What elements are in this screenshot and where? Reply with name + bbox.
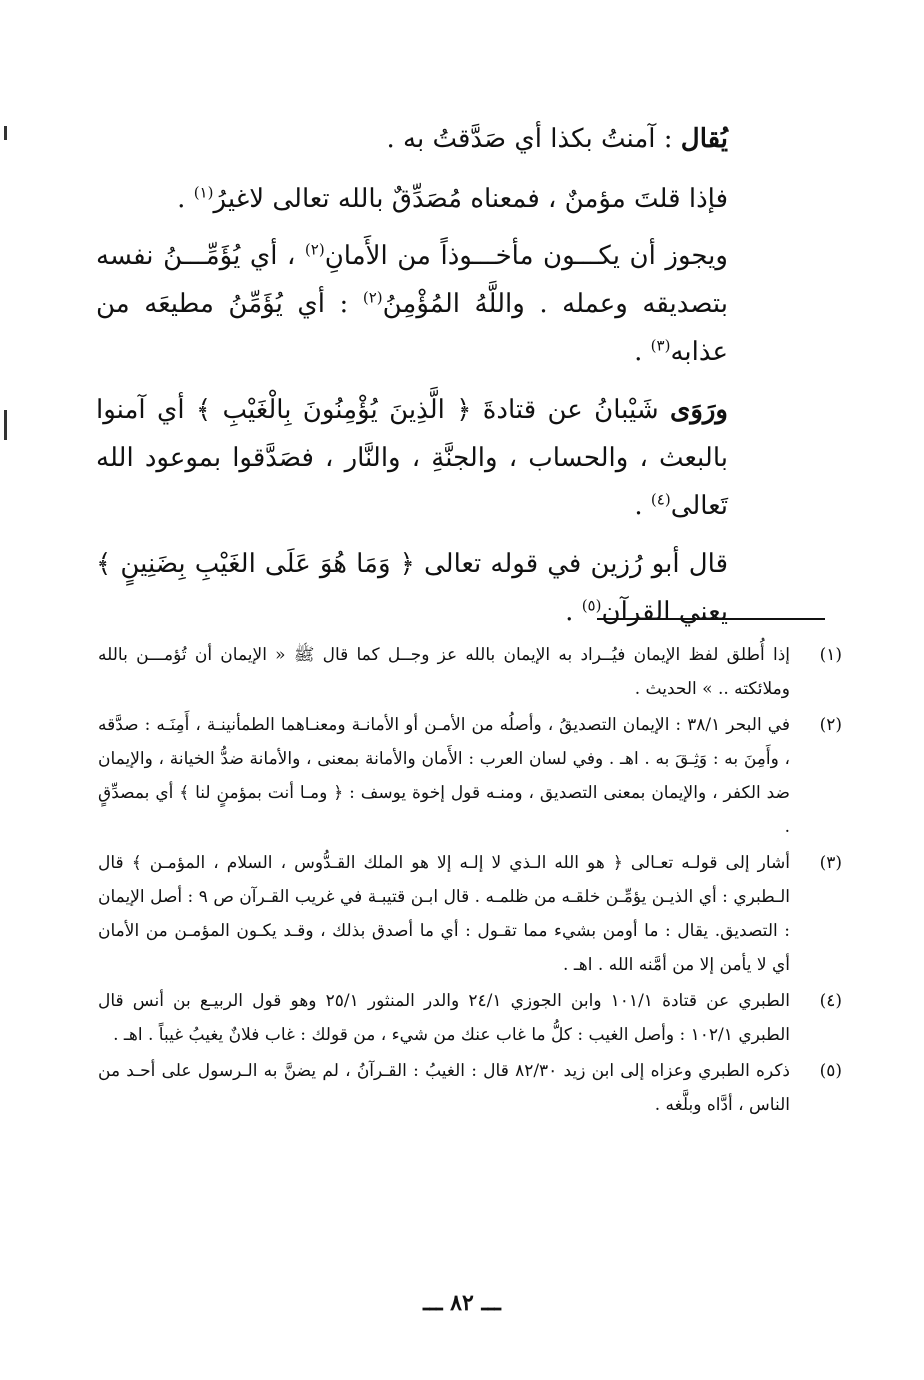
footnote-ref-1[interactable]: (١) xyxy=(193,183,214,202)
footnote-text: الطبري عن قتادة ١٠١/١ وابن الجوزي ٢٤/١ والدر المنثور ٢٥/١ وهو قول الربيـع بن أنس قال الطبري ١٠٢/١ : وأصل الغيب : كلُّ ما غاب عنك من شيء ، من قولك : غاب فلانٌ يغيبُ غيباً . اهـ . xyxy=(98,991,790,1045)
footnote-number: (٣) xyxy=(819,853,842,873)
footnote-text: إذا أُطلق لفظ الإيمان فيُــراد به الإيمان بالله عز وجــل كما قال ﷺ « الإيمان أن تُؤمـــن بالله وملائكته .. » الحديث . xyxy=(98,645,790,699)
paragraph-2-text: فإذا قلتَ مؤمنٌ ، فمعناه مُصَدِّقٌ بالله تعالى لاغيرُ xyxy=(213,184,728,214)
footnote-ref-4[interactable]: (٤) xyxy=(650,490,671,509)
paragraph-2 xyxy=(96,172,728,226)
paragraph-1-text: : آمنتُ بكذا أي صَدَّقتُ به . xyxy=(386,124,681,154)
footnote-ref-5[interactable]: (٥) xyxy=(581,596,602,615)
paragraph-4-text: شَيْبانُ عن قتادةَ ﴿ الَّذِينَ يُؤْمِنُونَ بِالْغَيْبِ ﴾ أي آمنوا بالبعث ، والحساب ، والجنَّةِ ، والنَّار ، فصَدَّقوا بموعود الله تَعالى xyxy=(96,395,728,521)
paragraph-4-lead: ورَوَى xyxy=(669,395,728,425)
main-body-text xyxy=(96,112,728,636)
paragraph-3 xyxy=(96,232,728,376)
paragraph-5-text: قال أبو رُزين في قوله تعالى ﴿ وَمَا هُوَ عَلَى الغَيْبِ بِضَنِينٍ ﴾ يعني القرآن xyxy=(96,549,728,627)
paragraph-2-tail: . xyxy=(177,184,194,214)
paragraph-3-tail: ، أي يُؤَمِّـــنُ نفسه بتصديقه وعمله . واللَّهُ المُؤْمِنُ xyxy=(96,241,728,319)
paragraph-3-tail2: : أي يُؤَمِّنُ مطيعَه من عذابه xyxy=(96,289,728,367)
left-margin-mark-top xyxy=(4,126,7,140)
footnote-ref-2b[interactable]: (٢) xyxy=(362,288,383,307)
footnote-text: في البحر ٣٨/١ : الإيمان التصديقُ ، وأصلُه من الأمـن أو الأمانـة ومعنـاهما الطمأنينـة ، أَمِنَـه : صدَّقه ، وأَمِنَ به : وَثِـقَ به . اهـ . وفي لسان العرب : الأَمان والأمانة بمعنى ، والأمانة ضدُّ الخيانة ، والإيمان ضد الكفر ، والإيمان بمعنى التصديق ، ومنـه قول إخوة يوسف : ﴿ ومـا أنت بمؤمنٍ لنا ﴾ أي بمصدِّقٍ . xyxy=(98,715,790,837)
footnote-text: أشار إلى قولـه تعـالى ﴿ هو الله الـذي لا إلـه إلا هو الملك القـدُّوس ، السلام ، المؤمـن ﴾ قال الـطبري : أي الذيـن يؤمِّـن خلقـه من ظلمـه . قال ابـن قتيبـة في غريب القـرآن ص ٩ : أصل الإيمان : التصديق. يقال : ما أومن بشيء مما تقـول : أي ما أصدق بذلك ، وقـد يكـون المؤمـن من الأمان أي لا يأمن إلا من أمَّنه الله . اهـ . xyxy=(98,853,790,975)
footnote-3 xyxy=(98,846,842,982)
paragraph-4-tail: . xyxy=(634,491,651,521)
paragraph-5 xyxy=(96,540,728,636)
footnote-ref-2[interactable]: (٢) xyxy=(304,240,325,259)
footnote-divider xyxy=(597,618,825,620)
footnote-4 xyxy=(98,984,842,1052)
paragraph-1-lead: يُقال xyxy=(680,124,728,154)
footnote-5 xyxy=(98,1054,842,1122)
paragraph-5-tail: . xyxy=(565,597,582,627)
left-margin-mark-bottom xyxy=(4,410,7,440)
footnote-number: (٤) xyxy=(819,991,842,1011)
footnote-1 xyxy=(98,638,842,706)
footnote-text: ذكره الطبري وعزاه إلى ابن زيد ٨٢/٣٠ قال : الغيبُ : القـرآنُ ، لم يضنَّ به الـرسول على أحـد من الناس ، أدَّاه وبلَّغه . xyxy=(98,1061,790,1115)
page-number: ـــ ٨٢ ـــ xyxy=(423,1290,501,1316)
paragraph-3-tail3: . xyxy=(634,337,651,367)
paragraph-1 xyxy=(96,112,728,166)
footnote-number: (٢) xyxy=(819,715,842,735)
footnotes-section xyxy=(98,638,842,1124)
footnote-ref-3[interactable]: (٣) xyxy=(650,336,671,355)
paragraph-3-text: ويجوز أن يكـــون مأخـــوذاً من الأَمانِ xyxy=(324,241,728,271)
footnote-2 xyxy=(98,708,842,844)
footnote-number: (٥) xyxy=(819,1061,842,1081)
footnote-number: (١) xyxy=(819,645,842,665)
paragraph-4 xyxy=(96,386,728,530)
